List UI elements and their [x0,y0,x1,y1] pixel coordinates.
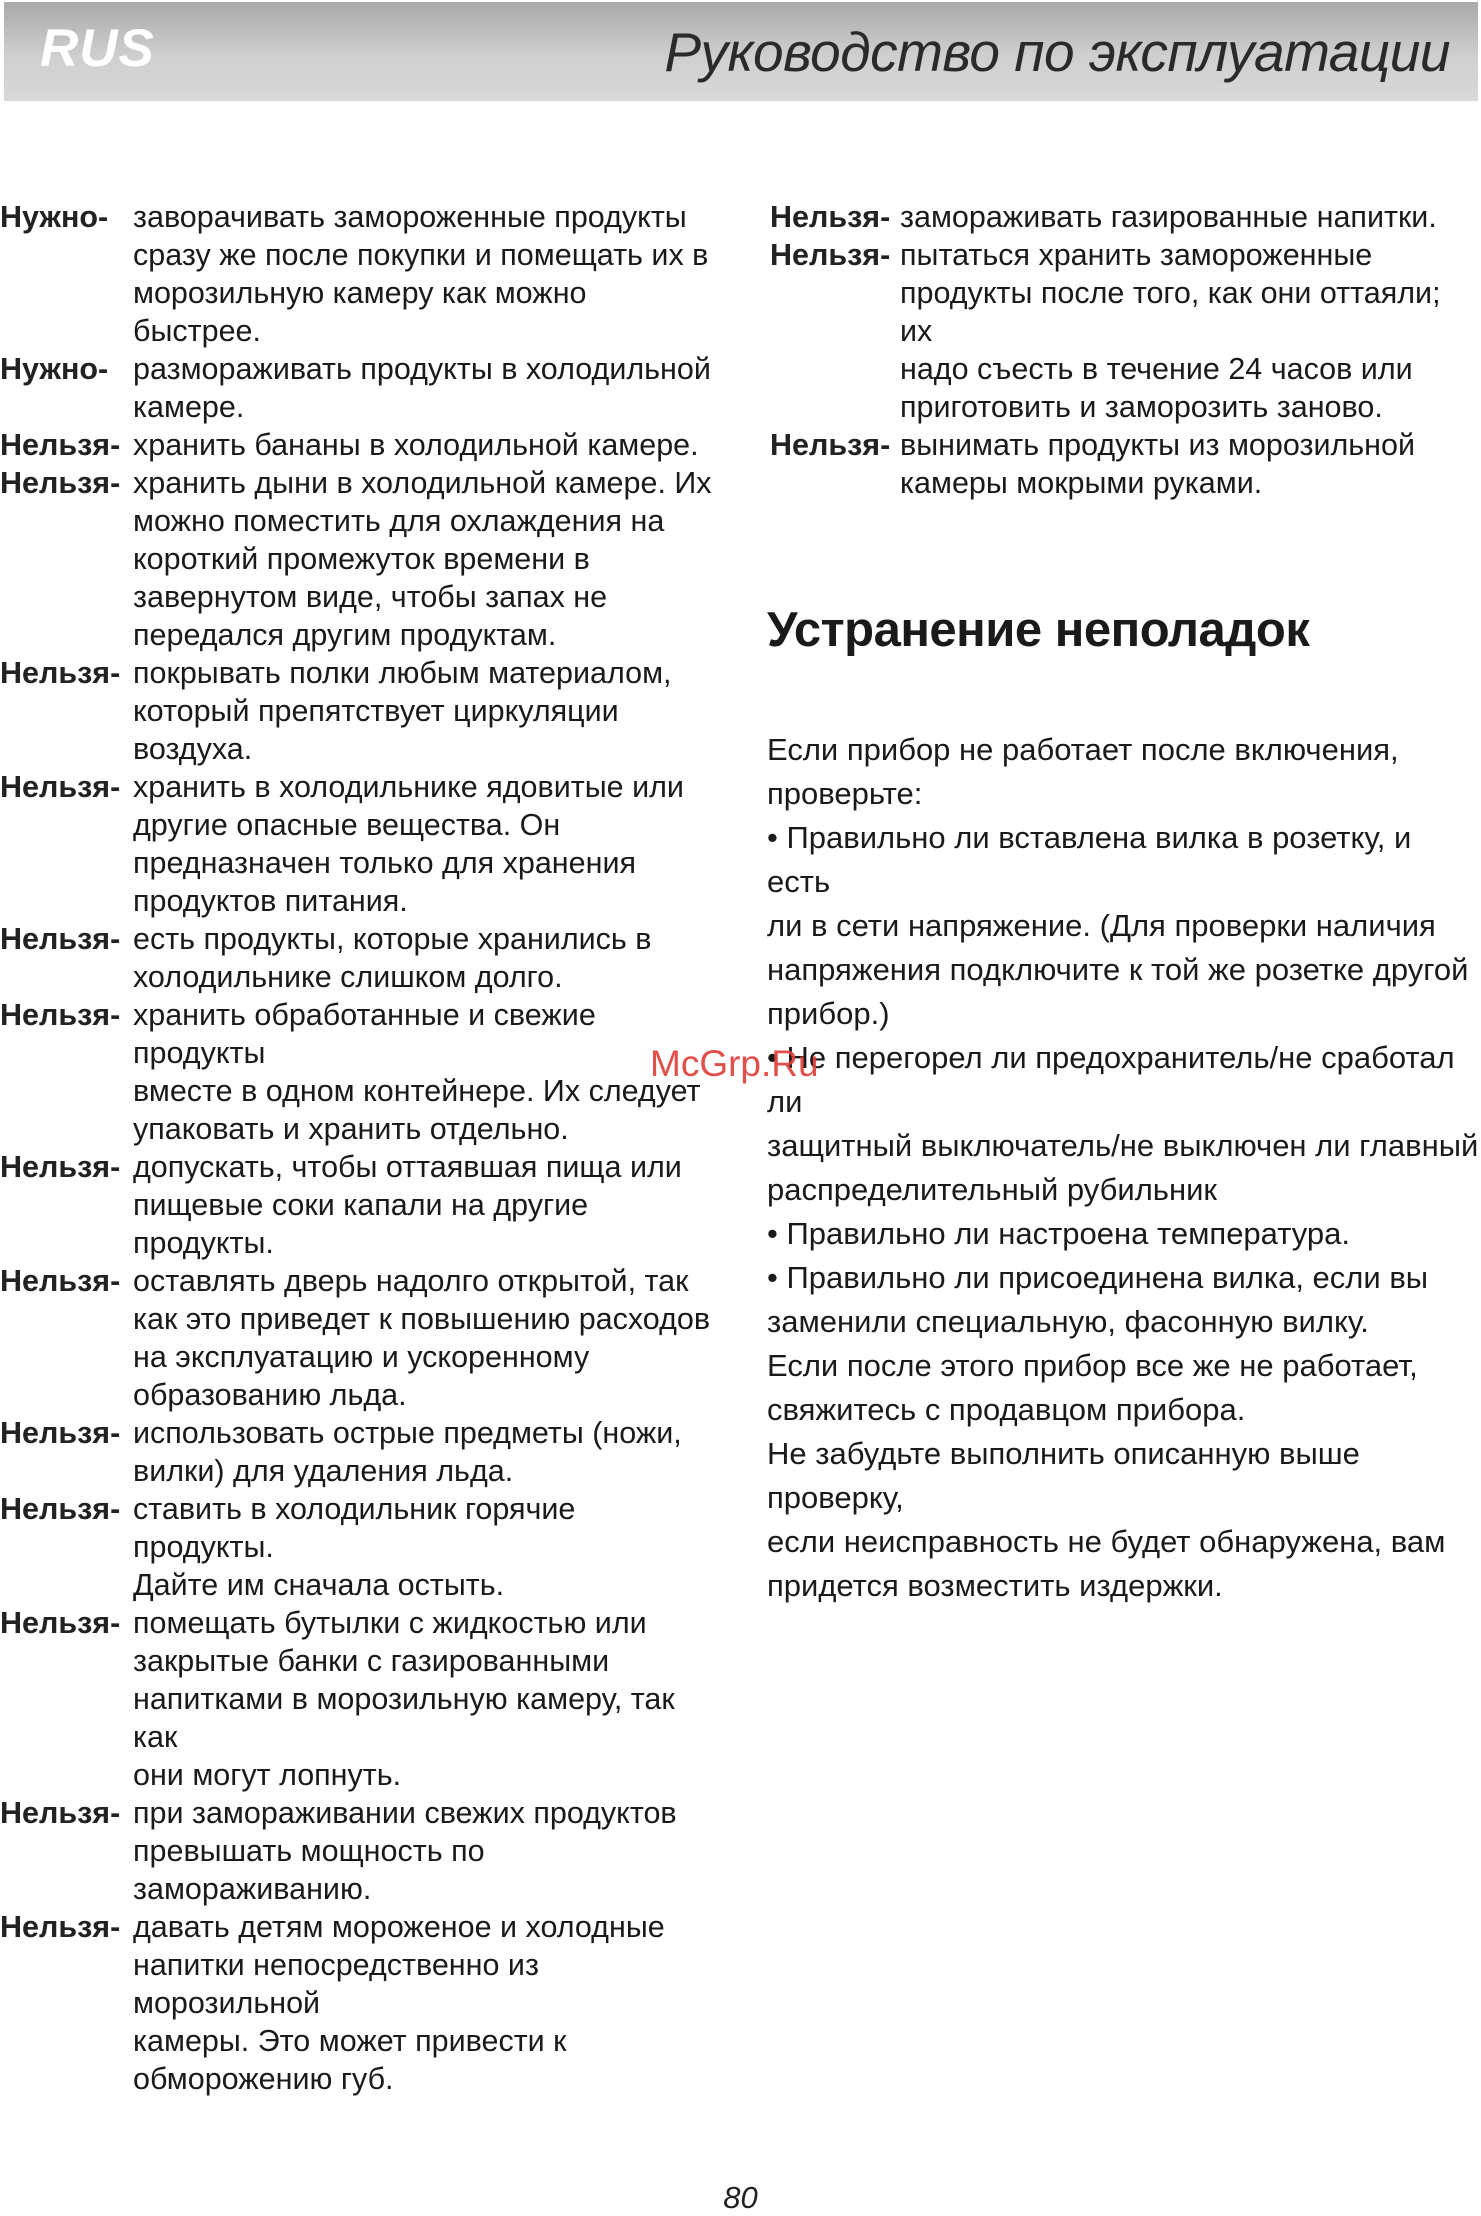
page-number: 80 [723,2180,758,2215]
rule-item [770,236,1475,426]
troubleshooting-bullet: • Правильно ли присоединена вилка, если вы заменили специальную, фасонную вилку. [767,1256,1479,1344]
rule-text: хранить в холодильнике ядовитые или другие опасные вещества. Он предназначен только для хранения продуктов питания. [133,770,684,918]
rule-label: Нельзя- [0,1416,121,1450]
rule-item [0,198,716,350]
rule-label: Нельзя- [0,1910,121,1944]
rule-label: Нельзя- [0,770,121,804]
rule-label: Нельзя- [0,1492,121,1526]
rule-label: Нужно- [0,200,109,234]
rule-text: ставить в холодильник горячие продукты. Дайте им сначала остыть. [133,1492,576,1602]
rule-item [0,1604,716,1794]
troubleshooting-outro: Если после этого прибор все же не работает, свяжитесь с продавцом прибора. [767,1348,1418,1427]
rule-label: Нельзя- [0,656,121,690]
rule-item [0,350,716,426]
rule-item [0,464,716,654]
rule-label: Нельзя- [0,1264,121,1298]
rule-label: Нельзя- [770,428,891,462]
manual-title: Руководство по эксплуатации [664,21,1450,83]
rule-label: Нельзя- [0,1606,121,1640]
rule-item [0,654,716,768]
rule-item [0,768,716,920]
right-rules-column [770,198,1475,502]
rule-item [0,1490,716,1604]
troubleshooting-heading: Устранение неполадок [767,603,1310,657]
page-header [4,2,1478,101]
rule-label: Нельзя- [0,466,121,500]
rule-text: пытаться хранить замороженные продукты после того, как они оттаяли; их надо съесть в течение 24 часов или приготовить и заморозить заново. [900,238,1441,424]
rule-label: Нельзя- [770,200,891,234]
troubleshooting-outro: Не забудьте выполнить описанную выше проверку, если неисправность не будет обнаружена, вам придется возместить издержки. [767,1436,1446,1603]
rule-item [770,426,1475,502]
language-label: RUS [40,19,155,78]
rule-text: покрывать полки любым материалом, который препятствует циркуляции воздуха. [133,656,672,766]
troubleshooting-bullet: • Правильно ли вставлена вилка в розетку, и есть ли в сети напряжение. (Для проверки наличия напряжения подключите к той же розетке другой прибор.) [767,816,1479,1036]
rule-text: есть продукты, которые хранились в холодильнике слишком долго. [133,922,652,994]
rule-label: Нужно- [0,352,109,386]
rule-text: хранить бананы в холодильной камере. [133,428,699,462]
rule-text: помещать бутылки с жидкостью или закрытые банки с газированными напитками в морозильную камеру, так как они могут лопнуть. [133,1606,675,1792]
rule-label: Нельзя- [770,238,891,272]
left-rules-column [0,198,716,2098]
rule-label: Нельзя- [0,998,121,1032]
rule-text: вынимать продукты из морозильной камеры мокрыми руками. [900,428,1416,500]
rule-item [0,1794,716,1908]
rule-item [0,1908,716,2098]
rule-text: замораживать газированные напитки. [900,200,1437,234]
rule-item [0,1262,716,1414]
rule-item [0,1414,716,1490]
rule-text: хранить обработанные и свежие продукты вместе в одном контейнере. Их следует упаковать и хранить отдельно. [133,998,701,1146]
rule-item [770,198,1475,236]
rule-text: давать детям мороженое и холодные напитки непосредственно из морозильной камеры. Это может привести к обморожению губ. [133,1910,665,2096]
rule-text: хранить дыни в холодильной камере. Их можно поместить для охлаждения на короткий промежуток времени в завернутом виде, чтобы запах не передался другим продуктам. [133,466,712,652]
troubleshooting-body [767,728,1479,1608]
rule-label: Нельзя- [0,1796,121,1830]
rule-text: размораживать продукты в холодильной камере. [133,352,711,424]
troubleshooting-bullet: • Правильно ли настроена температура. [767,1212,1479,1256]
rule-text: при замораживании свежих продуктов превышать мощность по замораживанию. [133,1796,677,1906]
rule-label: Нельзя- [0,1150,121,1184]
rule-item [0,426,716,464]
rule-item [0,996,716,1148]
troubleshooting-intro: Если прибор не работает после включения, проверьте: [767,732,1399,811]
rule-text: использовать острые предметы (ножи, вилки) для удаления льда. [133,1416,682,1488]
rule-text: допускать, чтобы оттаявшая пища или пищевые соки капали на другие продукты. [133,1150,682,1260]
rule-label: Нельзя- [0,428,121,462]
rule-item [0,1148,716,1262]
rule-text: заворачивать замороженные продукты сразу же после покупки и помещать их в морозильную камеру как можно быстрее. [133,200,709,348]
rule-item [0,920,716,996]
troubleshooting-bullet: • Не перегорел ли предохранитель/не сработал ли защитный выключатель/не выключен ли главный распределительный рубильник [767,1036,1479,1212]
watermark: McGrp.Ru [650,1043,819,1084]
rule-label: Нельзя- [0,922,121,956]
rule-text: оставлять дверь надолго открытой, так как это приведет к повышению расходов на эксплуатацию и ускоренному образованию льда. [133,1264,711,1412]
